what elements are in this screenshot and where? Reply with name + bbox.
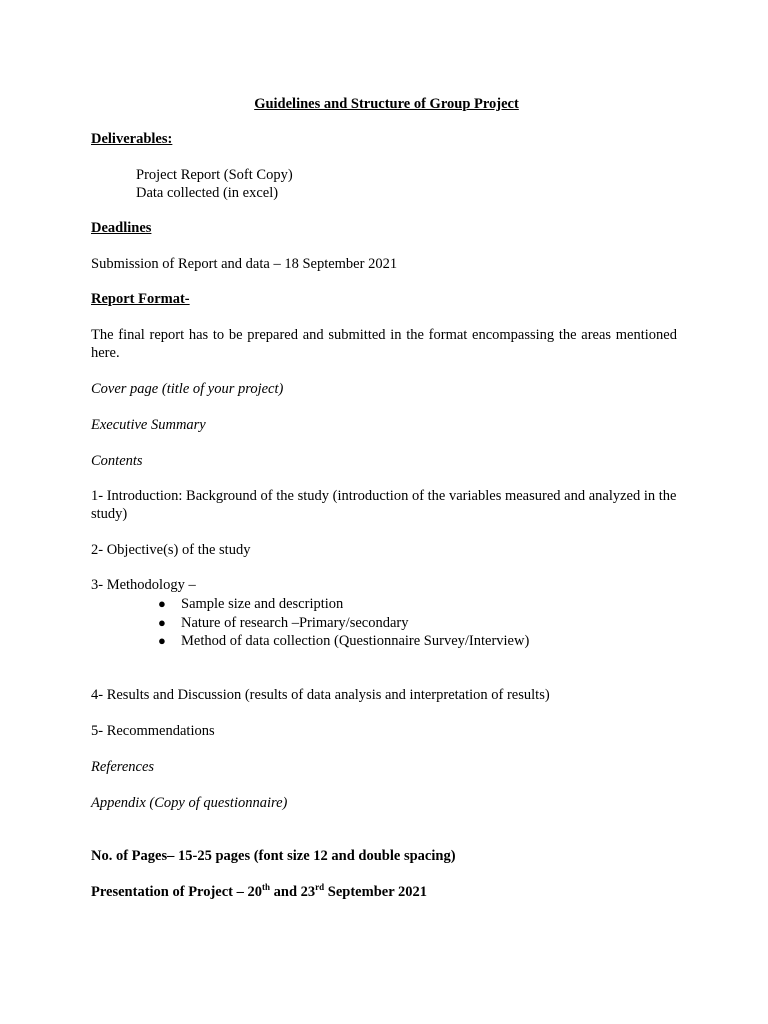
objectives-item: 2- Objective(s) of the study bbox=[91, 542, 251, 558]
bullet-item-label: Method of data collection (Questionnaire Survey/Interview) bbox=[181, 633, 530, 649]
methodology-bullet-item bbox=[158, 595, 343, 613]
bullet-icon: ● bbox=[158, 615, 166, 630]
document-title: Guidelines and Structure of Group Project bbox=[254, 96, 519, 112]
deliverable-item: Data collected (in excel) bbox=[136, 185, 279, 201]
executive-summary-item: Executive Summary bbox=[91, 417, 206, 433]
report-format-heading: Report Format- bbox=[91, 291, 190, 307]
deadlines-heading: Deadlines bbox=[91, 220, 152, 236]
introduction-item: 1- Introduction: Background of the study (introduction of the variables measured and analyzed in the study) bbox=[91, 488, 677, 522]
presentation-note bbox=[91, 883, 427, 901]
methodology-item: 3- Methodology – bbox=[91, 577, 196, 593]
bullet-icon: ● bbox=[158, 596, 166, 611]
deadline-text: Submission of Report and data – 18 September 2021 bbox=[91, 256, 398, 272]
references-item: References bbox=[91, 759, 155, 775]
deliverables-heading: Deliverables: bbox=[91, 131, 173, 147]
appendix-item: Appendix (Copy of questionnaire) bbox=[91, 795, 288, 811]
deliverable-item: Project Report (Soft Copy) bbox=[136, 167, 293, 183]
bullet-item-label: Nature of research –Primary/secondary bbox=[181, 615, 409, 631]
methodology-bullet-item bbox=[158, 614, 408, 632]
methodology-bullet-item bbox=[158, 632, 529, 650]
report-format-intro: The final report has to be prepared and submitted in the format encompassing the areas mentioned here. bbox=[91, 327, 677, 361]
presentation-suffix: September 2021 bbox=[324, 884, 427, 900]
bullet-item-label: Sample size and description bbox=[181, 596, 344, 612]
presentation-middle: and 23 bbox=[270, 884, 316, 900]
presentation-prefix: Presentation of Project – 20 bbox=[91, 884, 262, 900]
presentation-sup-first: th bbox=[262, 882, 271, 893]
presentation-sup-second: rd bbox=[315, 882, 325, 893]
results-item: 4- Results and Discussion (results of data analysis and interpretation of results) bbox=[91, 687, 550, 703]
cover-page-item: Cover page (title of your project) bbox=[91, 381, 284, 397]
pages-note: No. of Pages– 15-25 pages (font size 12 and double spacing) bbox=[91, 848, 456, 864]
bullet-icon: ● bbox=[158, 633, 166, 648]
recommendations-item: 5- Recommendations bbox=[91, 723, 215, 739]
contents-item: Contents bbox=[91, 453, 143, 469]
